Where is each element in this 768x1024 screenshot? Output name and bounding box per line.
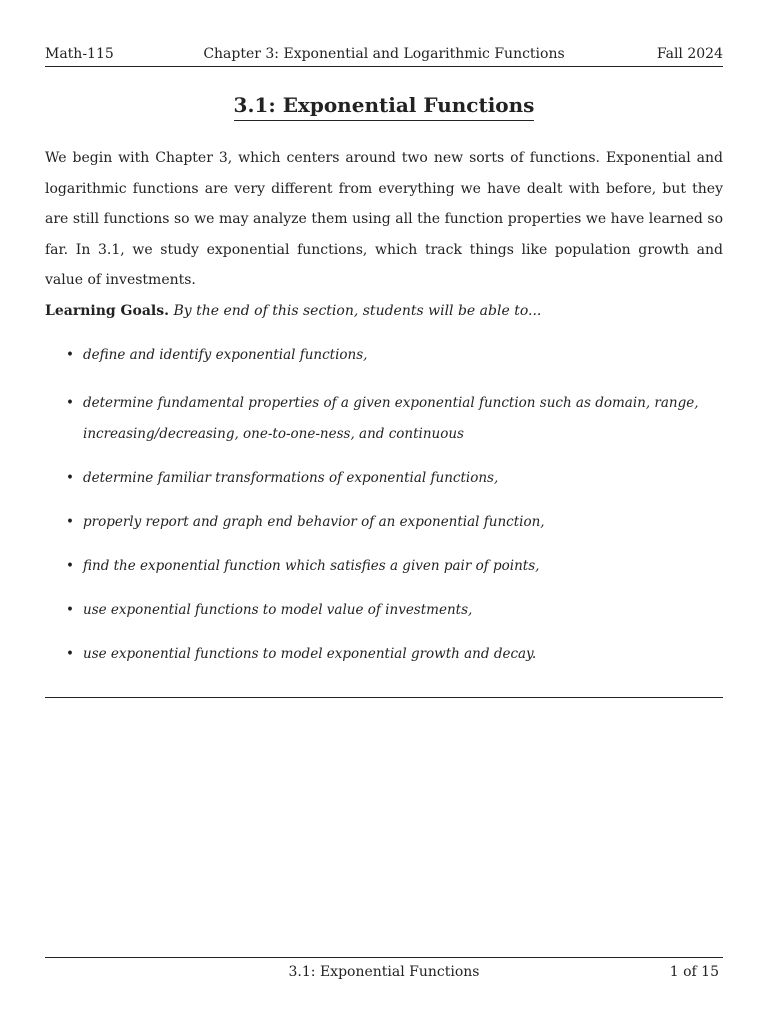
intro-paragraph: We begin with Chapter 3, which centers around two new sorts of functions. Exponential and logarithmic functions are very different from everything we have dealt with before, but they are still functions so we may analyze them using all the function properties we have learned so far. In 3.1, we study exponential functions, which track things like population growth and value of investments. <box>45 150 723 289</box>
page-number: 1 of 15 <box>669 964 719 980</box>
list-item <box>45 388 723 450</box>
bullet-icon: • <box>66 646 74 662</box>
goal-text: find the exponential function which satisfies a given pair of points, <box>83 558 540 574</box>
list-item <box>45 551 723 582</box>
goal-text: determine familiar transformations of exponential functions, <box>83 470 499 486</box>
bullet-icon: • <box>66 514 74 530</box>
list-item <box>45 463 723 494</box>
bullet-icon: • <box>66 347 74 363</box>
term: Fall 2024 <box>656 46 723 62</box>
learning-goals-heading <box>45 300 723 322</box>
goal-text: define and identify exponential functions, <box>83 347 368 363</box>
goal-text: use exponential functions to model exponential growth and decay. <box>83 646 537 662</box>
course-code: Math-115 <box>45 46 114 62</box>
list-item <box>45 639 723 670</box>
running-header <box>45 44 723 66</box>
list-item <box>45 507 723 538</box>
header-rule <box>45 66 723 67</box>
list-item <box>45 595 723 626</box>
learning-goals-list <box>45 344 723 683</box>
learning-goals-label: Learning Goals. <box>45 303 169 319</box>
bullet-icon: • <box>66 470 74 486</box>
section-divider <box>45 697 723 698</box>
list-item <box>45 344 723 366</box>
bullet-icon: • <box>66 558 74 574</box>
running-footer <box>45 962 723 982</box>
learning-goals-lead: By the end of this section, students will be able to... <box>173 303 542 319</box>
footer-section-title: 3.1: Exponential Functions <box>288 964 480 980</box>
goal-text: properly report and graph end behavior of an exponential function, <box>83 514 545 530</box>
goal-text: determine fundamental properties of a given exponential function such as domain, range, increasing/decreasing, one-to-one-ness, and continuous <box>83 395 699 442</box>
bullet-icon: • <box>66 602 74 618</box>
section-title: 3.1: Exponential Functions <box>234 92 535 121</box>
footer-rule <box>45 957 723 958</box>
bullet-icon: • <box>66 395 74 411</box>
chapter-title: Chapter 3: Exponential and Logarithmic Functions <box>203 46 565 62</box>
goal-text: use exponential functions to model value of investments, <box>83 602 473 618</box>
section-title-wrap <box>0 92 768 121</box>
